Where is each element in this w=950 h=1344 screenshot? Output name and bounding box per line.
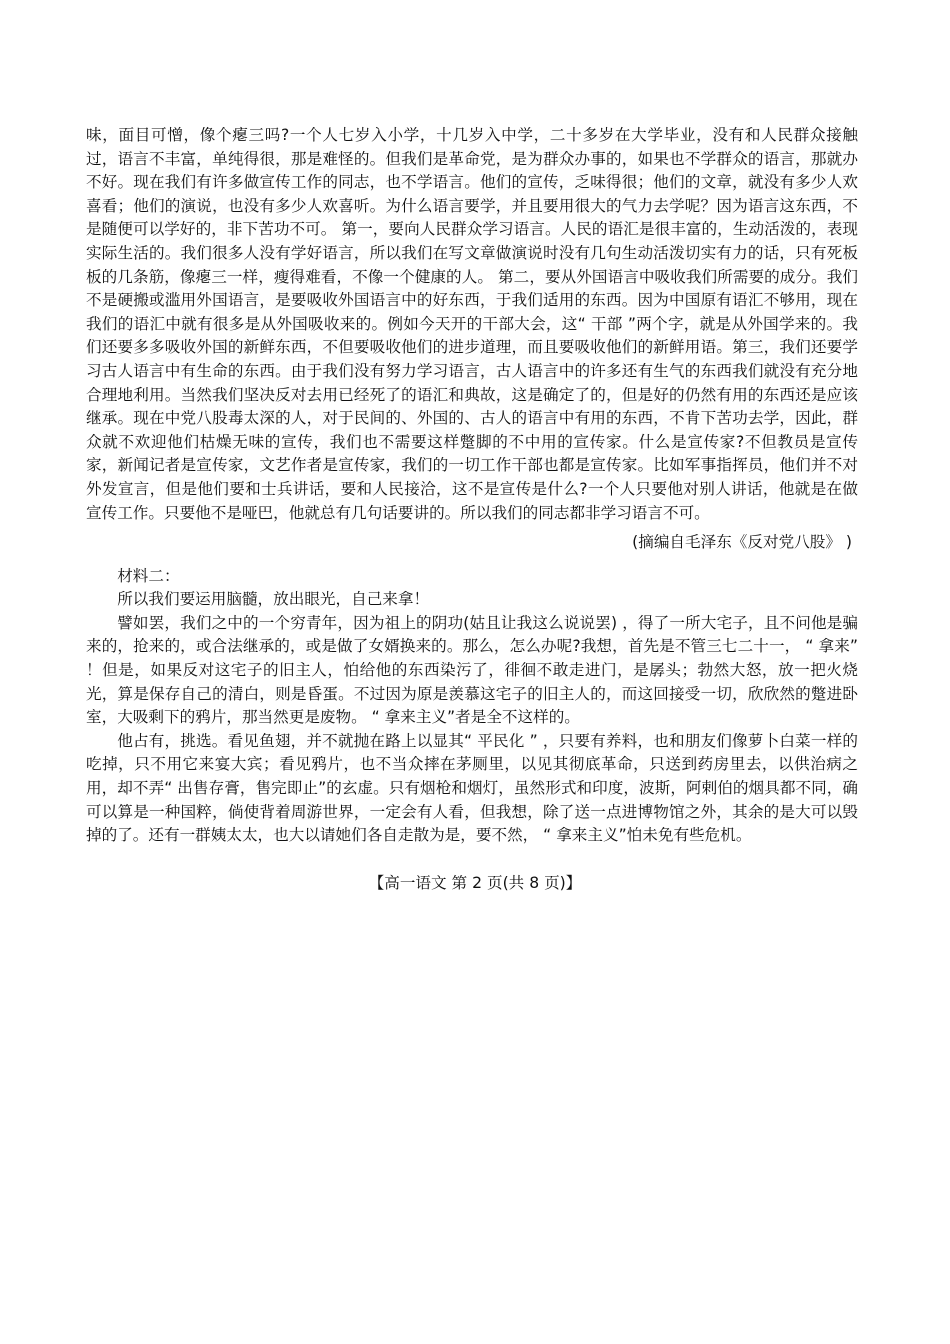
material2-paragraph-2: 譬如罢，我们之中的一个穷青年，因为祖上的阴功(姑且让我这么说说罢) ，得了一所大宅子，且不问他是骗来的，抢来的，或合法继承的，或是做了女婿换来的。那么，怎么办呢?我想，首先是不管三七二十一， “ 拿来” ！但是，如果反对这宅子的旧主人，怕给他的东西染污了，徘徊不敢走进门，是孱头；勃然大怒，放一把火烧光，算是保存自己的清白，则是昏蛋。不过因为原是羡慕这宅子的旧主人的，而这回接受一切，欣欣然的蹩进卧室，大吸剩下的鸦片，那当然更是废物。 “ 拿来主义”者是全不这样的。 [86,613,858,727]
material2-heading: 材料二： [117,566,180,585]
material1-source: (摘编自毛泽东《反对党八股》 ) [632,533,852,552]
material2-paragraph-3: 他占有，挑选。看见鱼翅，并不就抛在路上以显其“ 平民化 ” ，只要有养料，也和朋友们像萝卜白菜一样的吃掉，只不用它来宴大宾；看见鸦片，也不当众摔在茅厕里，以见其彻底革命，只送到药房里去，以供治病之用，却不弄“ 出售存膏，售完即止”的玄虚。只有烟枪和烟灯，虽然形式和印度，波斯，阿剌伯的烟具都不同，确可以算是一种国粹，倘使背着周游世界，一定会有人看，但我想，除了送一点进博物馆之外，其余的是大可以毁掉的了。还有一群姨太太，也大以请她们各自走散为是，要不然， “ 拿来主义”怕未免有些危机。 [86,731,858,845]
document-page [86,124,858,848]
page-footer: 【高一语文 第 2 页(共 8 页)】 [368,874,582,892]
material2-paragraph-1: 所以我们要运用脑髓，放出眼光，自己来拿！ [117,590,430,609]
material1-body: 味，面目可憎，像个瘪三吗?一个人七岁入小学，十几岁入中学，二十多岁在大学毕业，没有和人民群众接触过，语言不丰富，单纯得很，那是难怪的。但我们是革命党，是为群众办事的，如果也不学群众的语言，那就办不好。现在我们有许多做宣传工作的同志，也不学语言。他们的宣传，乏味得很；他们的文章，就没有多少人欢喜看；他们的演说，也没有多少人欢喜听。为什么语言要学，并且要用很大的气力去学呢？因为语言这东西，不是随便可以学好的，非下苦功不可。 第一，要向人民群众学习语言。人民的语汇是很丰富的，生动活泼的，表现实际生活的。我们很多人没有学好语言，所以我们在写文章做演说时没有几句生动活泼切实有力的话，只有死板板的几条筋，像瘪三一样，瘦得难看，不像一个健康的人。 第二，要从外国语言中吸收我们所需要的成分。我们不是硬搬或滥用外国语言，是要吸收外国语言中的好东西，于我们适用的东西。因为中国原有语汇不够用，现在我们的语汇中就有很多是从外国吸收来的。例如今天开的干部大会，这“ 干部 ”两个字，就是从外国学来的。我们还要多多吸收外国的新鲜东西，不但要吸收他们的进步道理，而且要吸收他们的新鲜用语。第三，我们还要学习古人语言中有生命的东西。由于我们没有努力学习语言，古人语言中的许多还有生气的东西我们就没有充分地合理地利用。当然我们坚决反对去用已经死了的语汇和典故，这是确定了的，但是好的仍然有用的东西还是应该继承。现在中党八股毒太深的人，对于民间的、外国的、古人的语言中有用的东西，不肯下苦功去学，因此，群众就不欢迎他们枯燥无味的宣传，我们也不需要这样蹩脚的不中用的宣传家。什么是宣传家?不但教员是宣传家，新闻记者是宣传家，文艺作者是宣传家，我们的一切工作干部也都是宣传家。比如军事指挥员，他们并不对外发宣言，但是他们要和士兵讲话，要和人民接洽，这不是宣传是什么?一个人只要他对别人讲话，他就是在做宣传工作。只要他不是哑巴，他就总有几句话要讲的。所以我们的同志都非学习语言不可。 [86,126,858,522]
